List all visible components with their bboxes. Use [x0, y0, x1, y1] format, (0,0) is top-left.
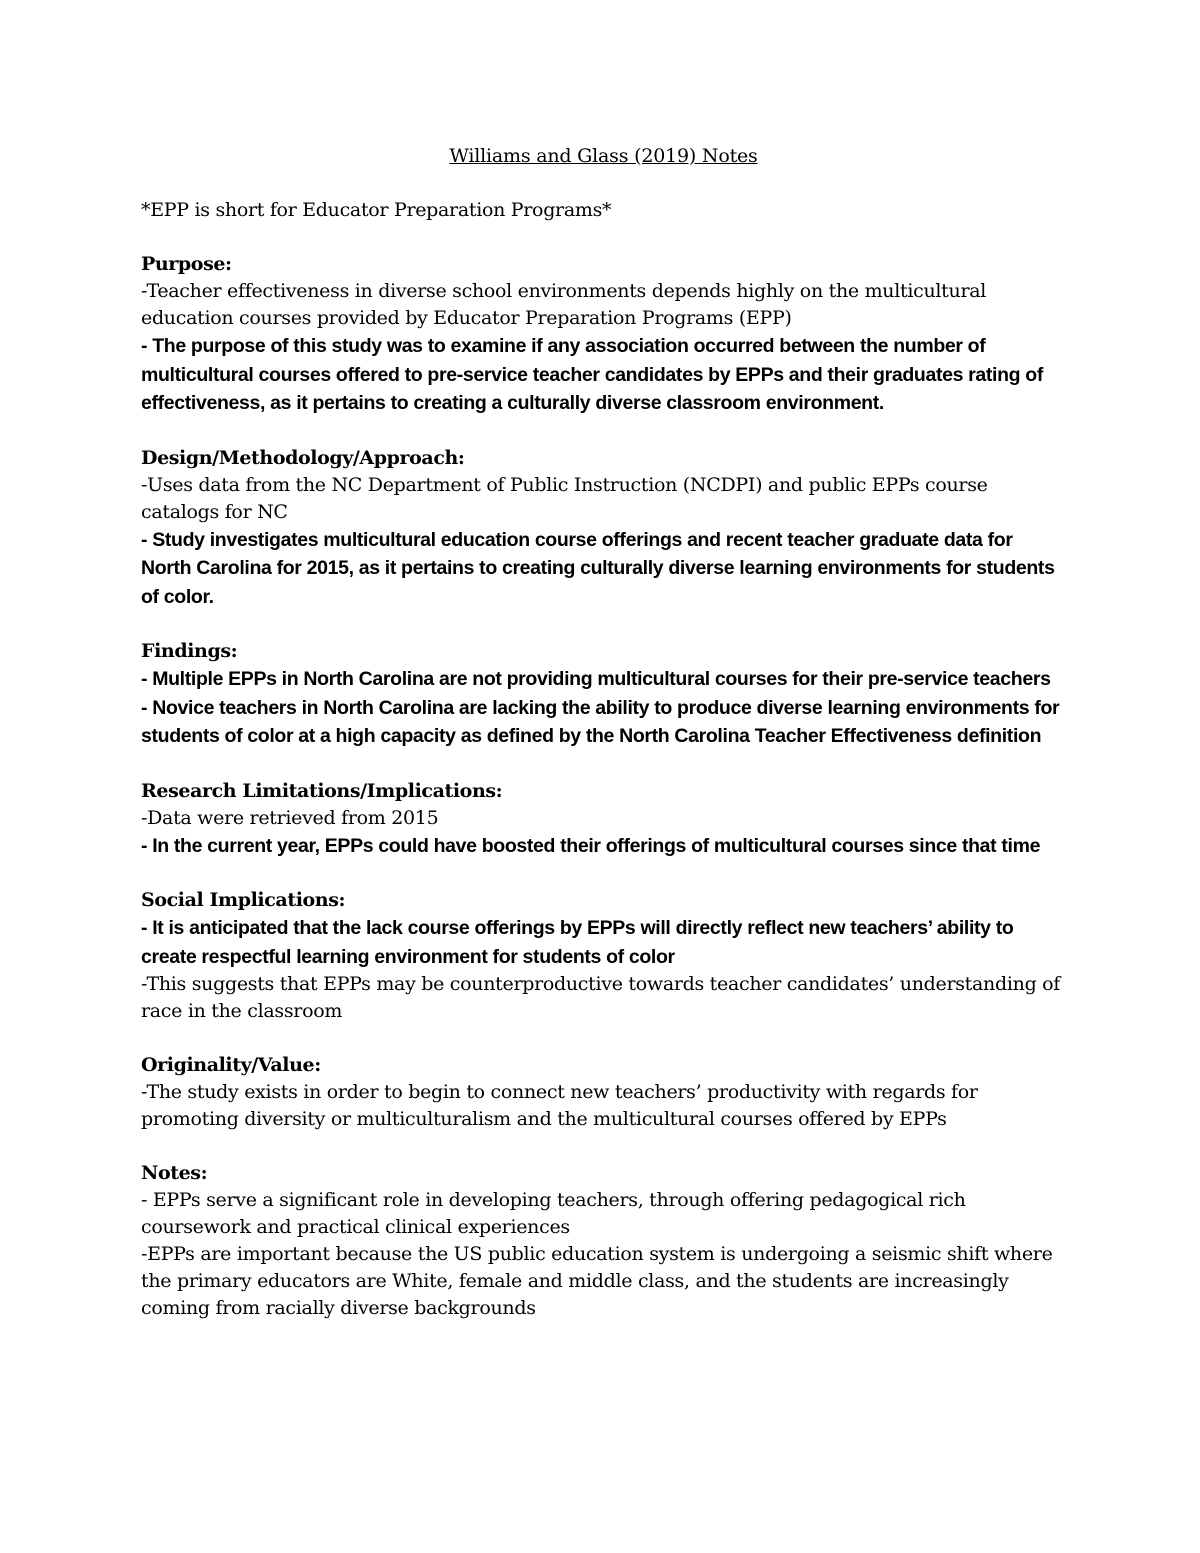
- section-research-limitations-implications: [141, 778, 1066, 861]
- section-social-implications: [141, 887, 1066, 1025]
- section-findings: [141, 638, 1066, 751]
- section-heading: Originality/Value:: [141, 1054, 321, 1076]
- note-line: -Uses data from the NC Department of Public Instruction (NCDPI) and public EPPs course catalogs for NC: [141, 473, 988, 523]
- bold-note-line: - The purpose of this study was to examine if any association occurred between the number of multicultural courses offered to pre-service teacher candidates by EPPs and their graduates rating of effectiveness, as it pertains to creating a culturally diverse classroom environment.: [141, 335, 1044, 414]
- note-line: -EPPs are important because the US public education system is undergoing a seismic shift where the primary educators are White, female and middle class, and the students are increasingly coming from racially diverse backgrounds: [141, 1243, 1053, 1319]
- page-title: Williams and Glass (2019) Notes: [449, 145, 758, 167]
- note-line: -The study exists in order to begin to connect new teachers’ productivity with regards for promoting diversity or multiculturalism and the multicultural courses offered by EPPs: [141, 1081, 978, 1130]
- section-purpose: [141, 251, 1066, 418]
- bold-note-line: - Novice teachers in North Carolina are lacking the ability to produce diverse learning environments for students of color at a high capacity as defined by the North Carolina Teacher Effectiveness definition: [141, 696, 1060, 747]
- section-heading: Social Implications:: [141, 889, 346, 911]
- section-originality-value: [141, 1052, 1066, 1133]
- section-heading: Research Limitations/Implications:: [141, 779, 503, 802]
- note-line: -Data were retrieved from 2015: [141, 806, 439, 829]
- section-heading: Notes:: [141, 1162, 208, 1184]
- section-heading: Findings:: [141, 640, 238, 662]
- abbreviation-note: *EPP is short for Educator Preparation Programs*: [141, 199, 612, 221]
- note-line: -Teacher effectiveness in diverse school environments depends highly on the multicultural education courses provided by Educator Preparation Programs (EPP): [141, 280, 987, 329]
- note-line: -This suggests that EPPs may be counterproductive towards teacher candidates’ understanding of race in the classroom: [141, 973, 1061, 1022]
- bold-note-line: - In the current year, EPPs could have boosted their offerings of multicultural courses since that time: [141, 834, 1041, 857]
- note-line: - EPPs serve a significant role in developing teachers, through offering pedagogical rich coursework and practical clinical experiences: [141, 1189, 966, 1238]
- section-notes: [141, 1160, 1066, 1322]
- bold-note-line: - Study investigates multicultural education course offerings and recent teacher graduate data for North Carolina for 2015, as it pertains to creating culturally diverse learning environments for students of color.: [141, 528, 1055, 608]
- bold-note-line: - Multiple EPPs in North Carolina are not providing multicultural courses for their pre-service teachers: [141, 668, 1051, 690]
- sections-container: [141, 251, 1066, 1322]
- bold-note-line: - It is anticipated that the lack course offerings by EPPs will directly reflect new teachers’ ability to create respectful learning environment for students of color: [141, 917, 1014, 968]
- document-body: [141, 142, 1066, 1322]
- section-heading: Purpose:: [141, 253, 232, 275]
- section-heading: Design/Methodology/Approach:: [141, 446, 465, 469]
- section-design-methodology-approach: [141, 445, 1066, 612]
